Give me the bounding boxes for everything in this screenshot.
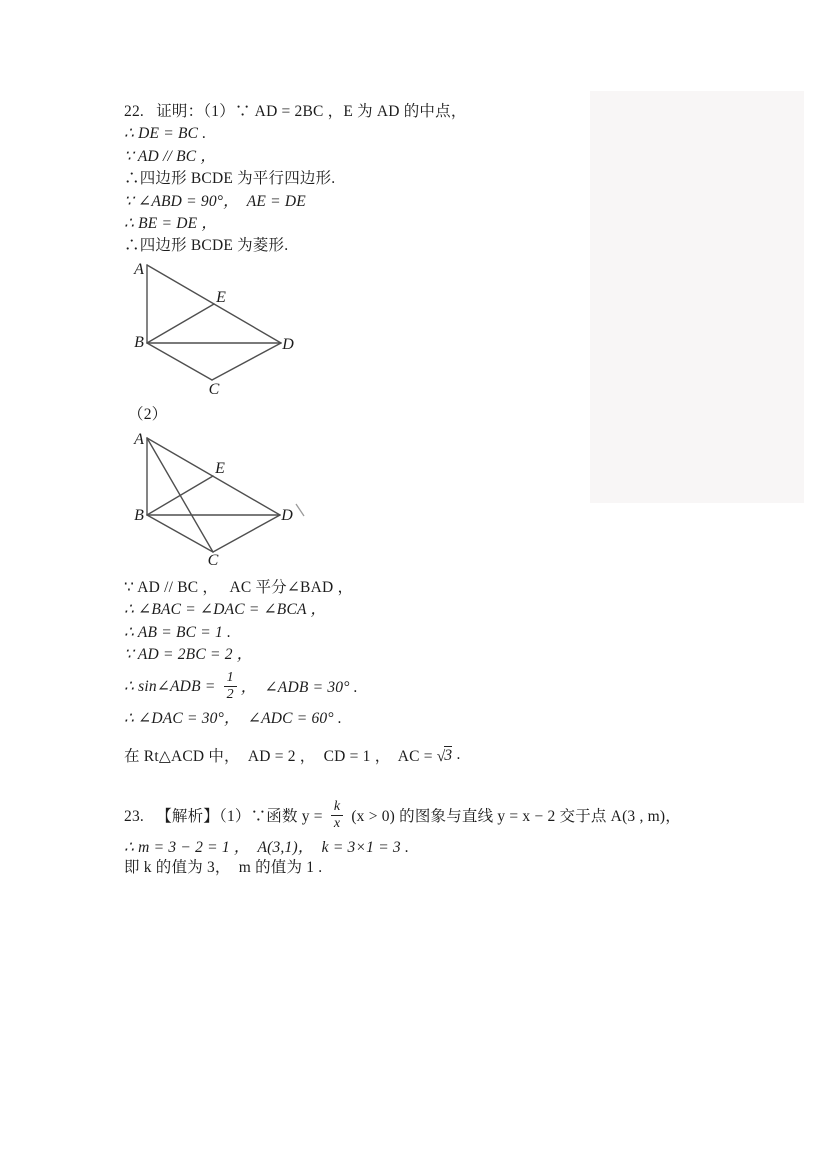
edge-CD [213,515,280,552]
rt-line-pre: 在 Rt△ACD 中， AD = 2 ， CD = 1 ， AC = √ [124,748,446,765]
geometry-diagram-1 [125,255,325,405]
fraction-numerator: 1 [226,670,234,685]
vertex-label-E: E [215,460,225,477]
sin-line-post: ， ∠ADB = 30° . [240,679,358,697]
edge-BC [147,515,213,552]
problem23-line3: 即 k 的值为 3， m 的值为 1 . [124,859,323,876]
problem22-part2-proof [124,577,353,667]
solution-line-1: ∵ AD // BC ， AC 平分∠BAD ， [124,579,354,596]
geometry-diagram-2 [125,425,325,575]
problem23-line1 [124,799,681,831]
vertex-label-B: B [134,334,144,351]
problem22-part1-proof [124,101,467,258]
vertex-label-D: D [281,507,293,524]
vertex-label-C: C [208,381,220,398]
fraction-denominator: x [331,815,343,832]
vertex-label-D: D [282,336,294,353]
p23-line1-pre: 23. 【解析】（1）∵函数 y = [124,808,327,826]
solution-line-4: ∵ AD = 2BC = 2 ， [124,646,253,664]
rt-triangle-line [124,744,461,766]
vertex-label-C: C [207,552,219,569]
vertex-label-A: A [134,261,144,278]
angle-values-line: ∴ ∠DAC = 30°， ∠ADC = 60° . [124,710,342,727]
edge-BE [147,304,214,343]
sin-line-pre: ∴ sin∠ADB = [124,677,220,695]
proof-line-3: ∵ AD // BC ， [124,147,217,165]
proof-line-2: ∴ DE = BC . [124,125,207,143]
highlight-panel [590,91,804,503]
edge-BC [147,343,212,380]
proof-line-1: 22. 证明：（1）∵ AD = 2BC ，E 为 AD 的中点， [124,103,467,120]
p23-line1-post: (x > 0) 的图象与直线 y = x − 2 交于点 A(3 , m)， [347,808,681,826]
stray-tick-mark [296,504,304,516]
fraction-one-half [224,670,237,702]
proof-line-5: ∵ ∠ABD = 90°， AE = DE [124,192,306,210]
edge-CD [212,343,281,380]
fraction-numerator: k [333,799,341,814]
problem23-line2: ∴ m = 3 − 2 = 1 ， A(3,1)， k = 3×1 = 3 . [124,839,410,856]
fraction-k-over-x [331,799,343,831]
proof-line-7: ∴四边形 BCDE 为菱形. [124,237,289,255]
sqrt-radicand: 3 [444,746,453,764]
sin-equation-line [124,670,358,702]
proof-line-4: ∴四边形 BCDE 为平行四边形. [124,170,336,188]
vertex-label-A: A [134,431,144,448]
fraction-denominator: 2 [224,686,237,703]
solution-line-3: ∴ AB = BC = 1 . [124,623,232,641]
part2-label: （2） [128,406,168,423]
vertex-label-E: E [216,289,226,306]
proof-line-6: ∴ BE = DE ， [124,215,218,233]
rt-line-post: . [452,746,461,763]
solution-line-2: ∴ ∠BAC = ∠DAC = ∠BCA ， [124,601,327,619]
edge-BE [147,476,213,515]
vertex-label-B: B [134,507,144,524]
